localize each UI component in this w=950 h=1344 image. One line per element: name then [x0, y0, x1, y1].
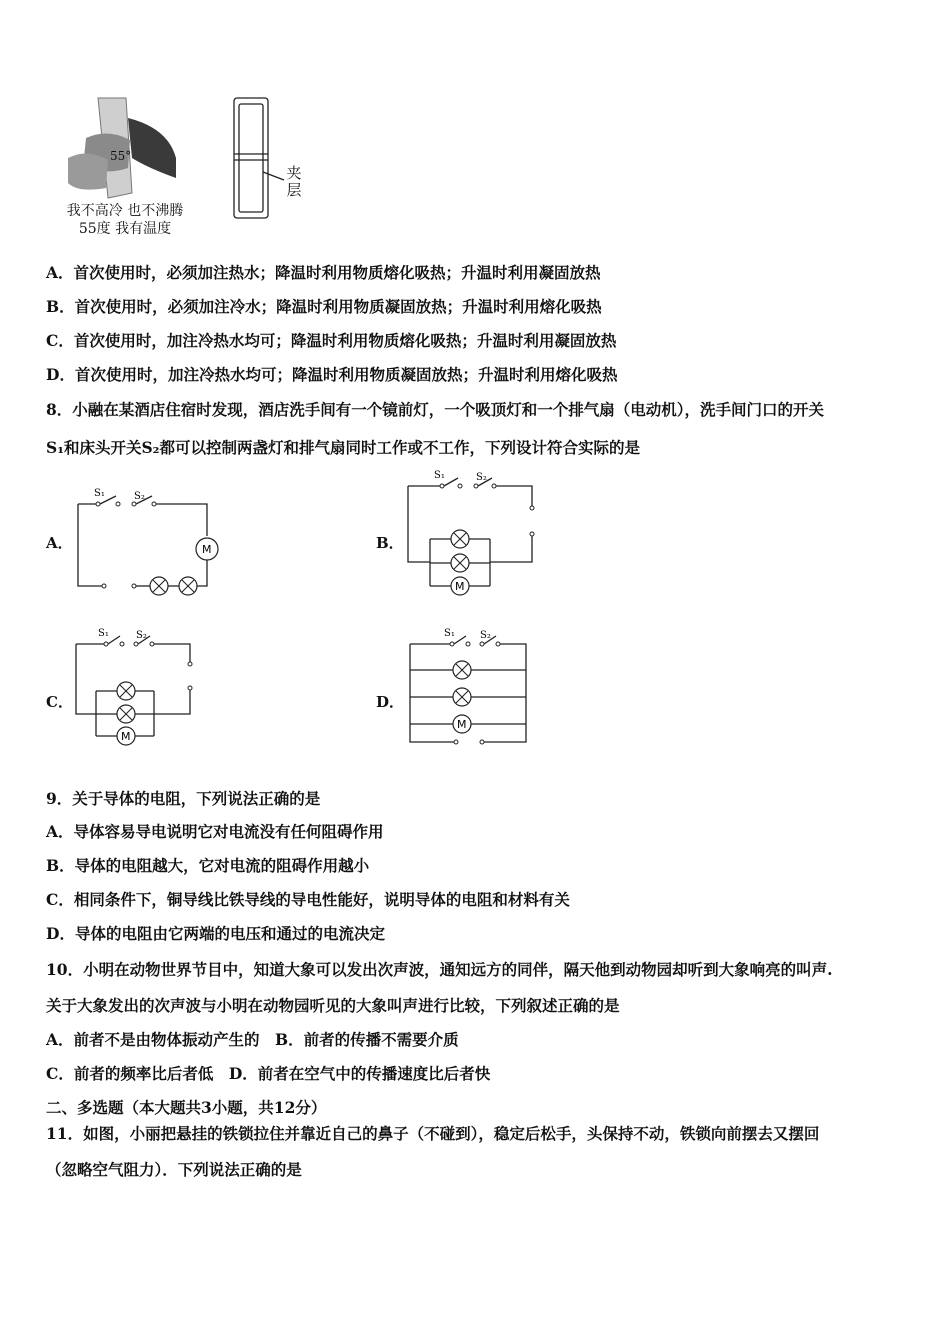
circuit-a-motor	[196, 538, 218, 560]
circuit-a	[70, 482, 220, 607]
circuit-d-label: D．	[376, 693, 405, 711]
layer-label-line1: 夹	[286, 164, 302, 182]
circuit-b-label: B．	[376, 534, 404, 552]
cup-cross-section	[230, 96, 310, 221]
cup-caption	[50, 202, 200, 238]
q7-option-a: A．首次使用时，必须加注热水；降温时利用物质熔化吸热；升温时利用凝固放热	[46, 263, 601, 282]
q9-option-c: C．相同条件下，铜导线比铁导线的导电性能好，说明导体的电阻和材料有关	[46, 890, 570, 909]
circuit-d-s2: S₂	[480, 630, 491, 641]
circuit-b	[400, 466, 550, 606]
circuit-d-motor-label: M	[457, 718, 467, 731]
q7-option-b: B．首次使用时，必须加注冷水；降温时利用物质凝固放热；升温时利用熔化吸热	[46, 297, 602, 316]
cup-caption-line2: 55度 我有温度	[78, 221, 172, 237]
circuit-d-motor	[453, 715, 471, 733]
q9-option-a: A．导体容易导电说明它对电流没有任何阻碍作用	[46, 822, 384, 841]
circuit-a-lamp-1	[150, 577, 168, 595]
q10-stem-line2: 关于大象发出的次声波与小明在动物园听见的大象叫声进行比较，下列叙述正确的是	[46, 996, 620, 1015]
q10-options-row2: C．前者的频率比后者低 D．前者在空气中的传播速度比后者快	[46, 1064, 491, 1083]
circuit-b-lamp-1	[451, 530, 469, 548]
q9-option-b: B．导体的电阻越大，它对电流的阻碍作用越小	[46, 856, 370, 875]
circuit-b-lamp-2	[451, 554, 469, 572]
circuit-c-s2: S₂	[136, 630, 147, 641]
q9-stem: 9．关于导体的电阻，下列说法正确的是	[46, 789, 321, 808]
circuit-d-lamp-2	[453, 688, 471, 706]
circuit-b-motor	[451, 577, 469, 595]
layer-label-line2: 层	[286, 181, 302, 199]
circuit-b-motor-label: M	[455, 580, 465, 593]
circuit-b-s1: S₁	[434, 470, 445, 481]
q7-option-d: D．首次使用时，加注冷热水均可；降温时利用物质凝固放热；升温时利用熔化吸热	[46, 365, 618, 384]
q11-stem-line1: 11．如图，小丽把悬挂的铁锁拉住并靠近自己的鼻子（不碰到），稳定后松手，头保持不动，铁锁向前摆去又摆回	[46, 1124, 820, 1143]
q10-stem-line1: 10．小明在动物世界节目中，知道大象可以发出次声波，通知远方的同伴，隔天他到动物园却听到大象响亮的叫声.	[46, 960, 833, 979]
cup-mark: 55°	[110, 149, 132, 163]
circuit-d	[400, 624, 550, 754]
circuit-d-lamp-1	[453, 661, 471, 679]
circuit-a-s1: S₁	[94, 488, 105, 499]
circuit-c-s1: S₁	[98, 628, 109, 639]
cup-caption-line1: 我不高冷 也不沸腾	[66, 203, 184, 219]
circuit-a-motor-label: M	[202, 543, 212, 556]
q11-stem-line2: （忽略空气阻力）．下列说法正确的是	[46, 1160, 302, 1179]
cup-photo	[68, 98, 178, 203]
circuit-a-lamp-2	[179, 577, 197, 595]
circuit-c-motor-label: M	[121, 730, 131, 743]
circuit-a-s2: S₂	[134, 491, 145, 502]
circuit-a-label: A．	[46, 534, 73, 552]
circuit-c	[68, 624, 218, 754]
layer-label	[284, 165, 304, 199]
circuit-c-lamp-1	[117, 682, 135, 700]
circuit-c-lamp-2	[117, 705, 135, 723]
circuit-c-motor	[117, 727, 135, 745]
section-2-heading: 二、多选题（本大题共3小题，共12分）	[46, 1098, 327, 1117]
q8-stem-line1: 8．小融在某酒店住宿时发现，酒店洗手间有一个镜前灯，一个吸顶灯和一个排气扇（电动机），洗手间门口的开关	[46, 400, 825, 419]
q9-option-d: D．导体的电阻由它两端的电压和通过的电流决定	[46, 924, 385, 943]
circuit-b-s2: S₂	[476, 472, 487, 483]
circuit-c-label: C．	[46, 693, 73, 711]
q10-options-row1: A．前者不是由物体振动产生的 B．前者的传播不需要介质	[46, 1030, 459, 1049]
q8-stem-line2: S₁和床头开关S₂都可以控制两盏灯和排气扇同时工作或不工作，下列设计符合实际的是	[46, 438, 640, 457]
circuit-d-s1: S₁	[444, 628, 455, 639]
q7-option-c: C．首次使用时，加注冷热水均可；降温时利用物质熔化吸热；升温时利用凝固放热	[46, 331, 617, 350]
